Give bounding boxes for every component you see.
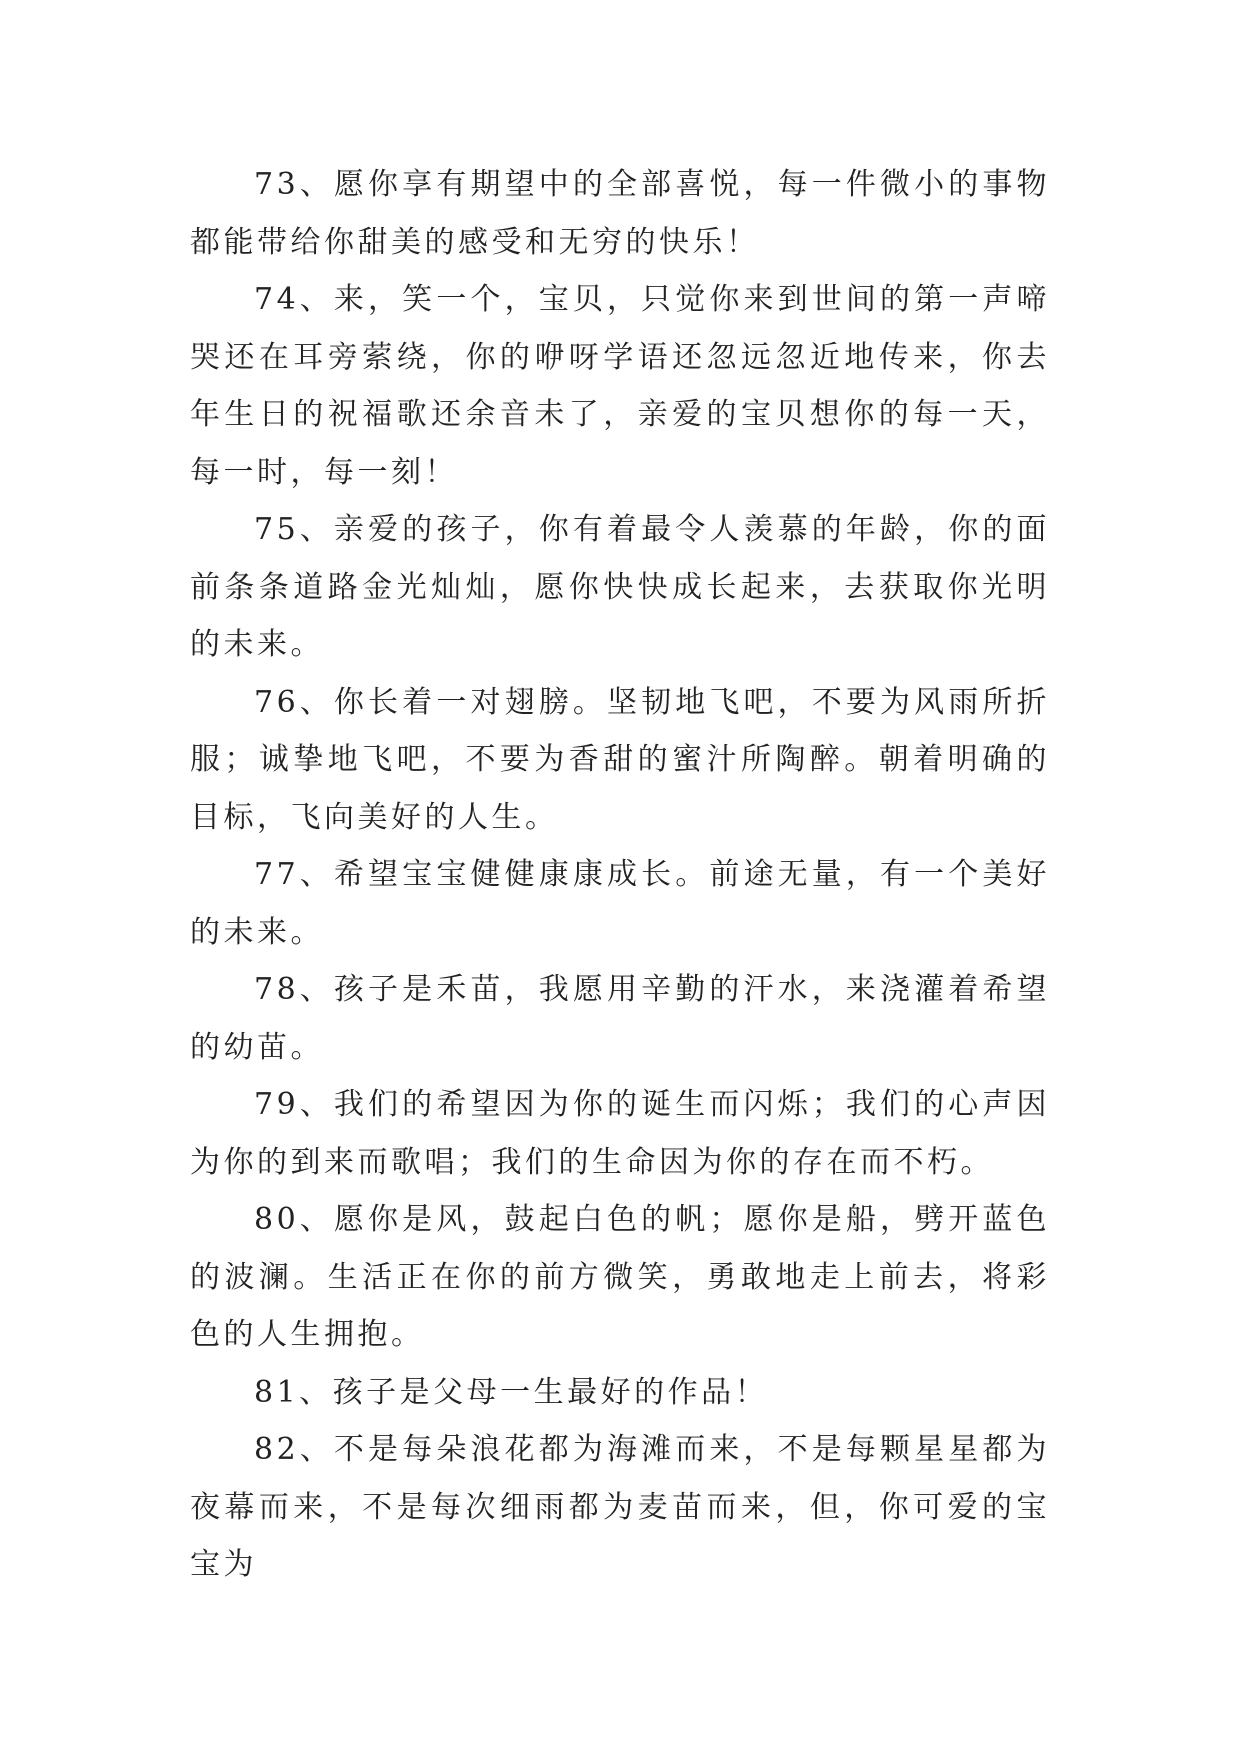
paragraph-73: 73、愿你享有期望中的全部喜悦，每一件微小的事物都能带给你甜美的感受和无穷的快乐！ [190,167,1050,260]
paragraph-76: 76、你长着一对翅膀。坚韧地飞吧，不要为风雨所折服；诚挚地飞吧，不要为香甜的蜜汁所陶醉。朝着明确的目标，飞向美好的人生。 [190,684,1050,835]
paragraph-79: 79、我们的希望因为你的诞生而闪烁；我们的心声因为你的到来而歌唱；我们的生命因为你的存在而不朽。 [190,1087,1050,1180]
paragraph-77: 77、希望宝宝健健康康成长。前途无量，有一个美好的未来。 [190,857,1050,950]
paragraph-82: 82、不是每朵浪花都为海滩而来，不是每颗星星都为夜幕而来，不是每次细雨都为麦苗而来，但，你可爱的宝宝为 [190,1432,1050,1582]
paragraph-74: 74、来，笑一个，宝贝，只觉你来到世间的第一声啼哭还在耳旁萦绕，你的咿呀学语还忽远忽近地传来，你去年生日的祝福歌还余音未了，亲爱的宝贝想你的每一天，每一时，每一刻！ [190,282,1050,490]
paragraph-78: 78、孩子是禾苗，我愿用辛勤的汗水，来浇灌着希望的幼苗。 [190,972,1050,1065]
paragraph-81: 81、孩子是父母一生最好的作品！ [254,1374,769,1410]
paragraph-75: 75、亲爱的孩子，你有着最令人羡慕的年龄，你的面前条条道路金光灿灿，愿你快快成长起来，去获取你光明的未来。 [190,512,1050,662]
document-body [190,156,1050,1594]
paragraph-80: 80、愿你是风，鼓起白色的帆；愿你是船，劈开蓝色的波澜。生活正在你的前方微笑，勇敢地走上前去，将彩色的人生拥抱。 [190,1202,1050,1352]
